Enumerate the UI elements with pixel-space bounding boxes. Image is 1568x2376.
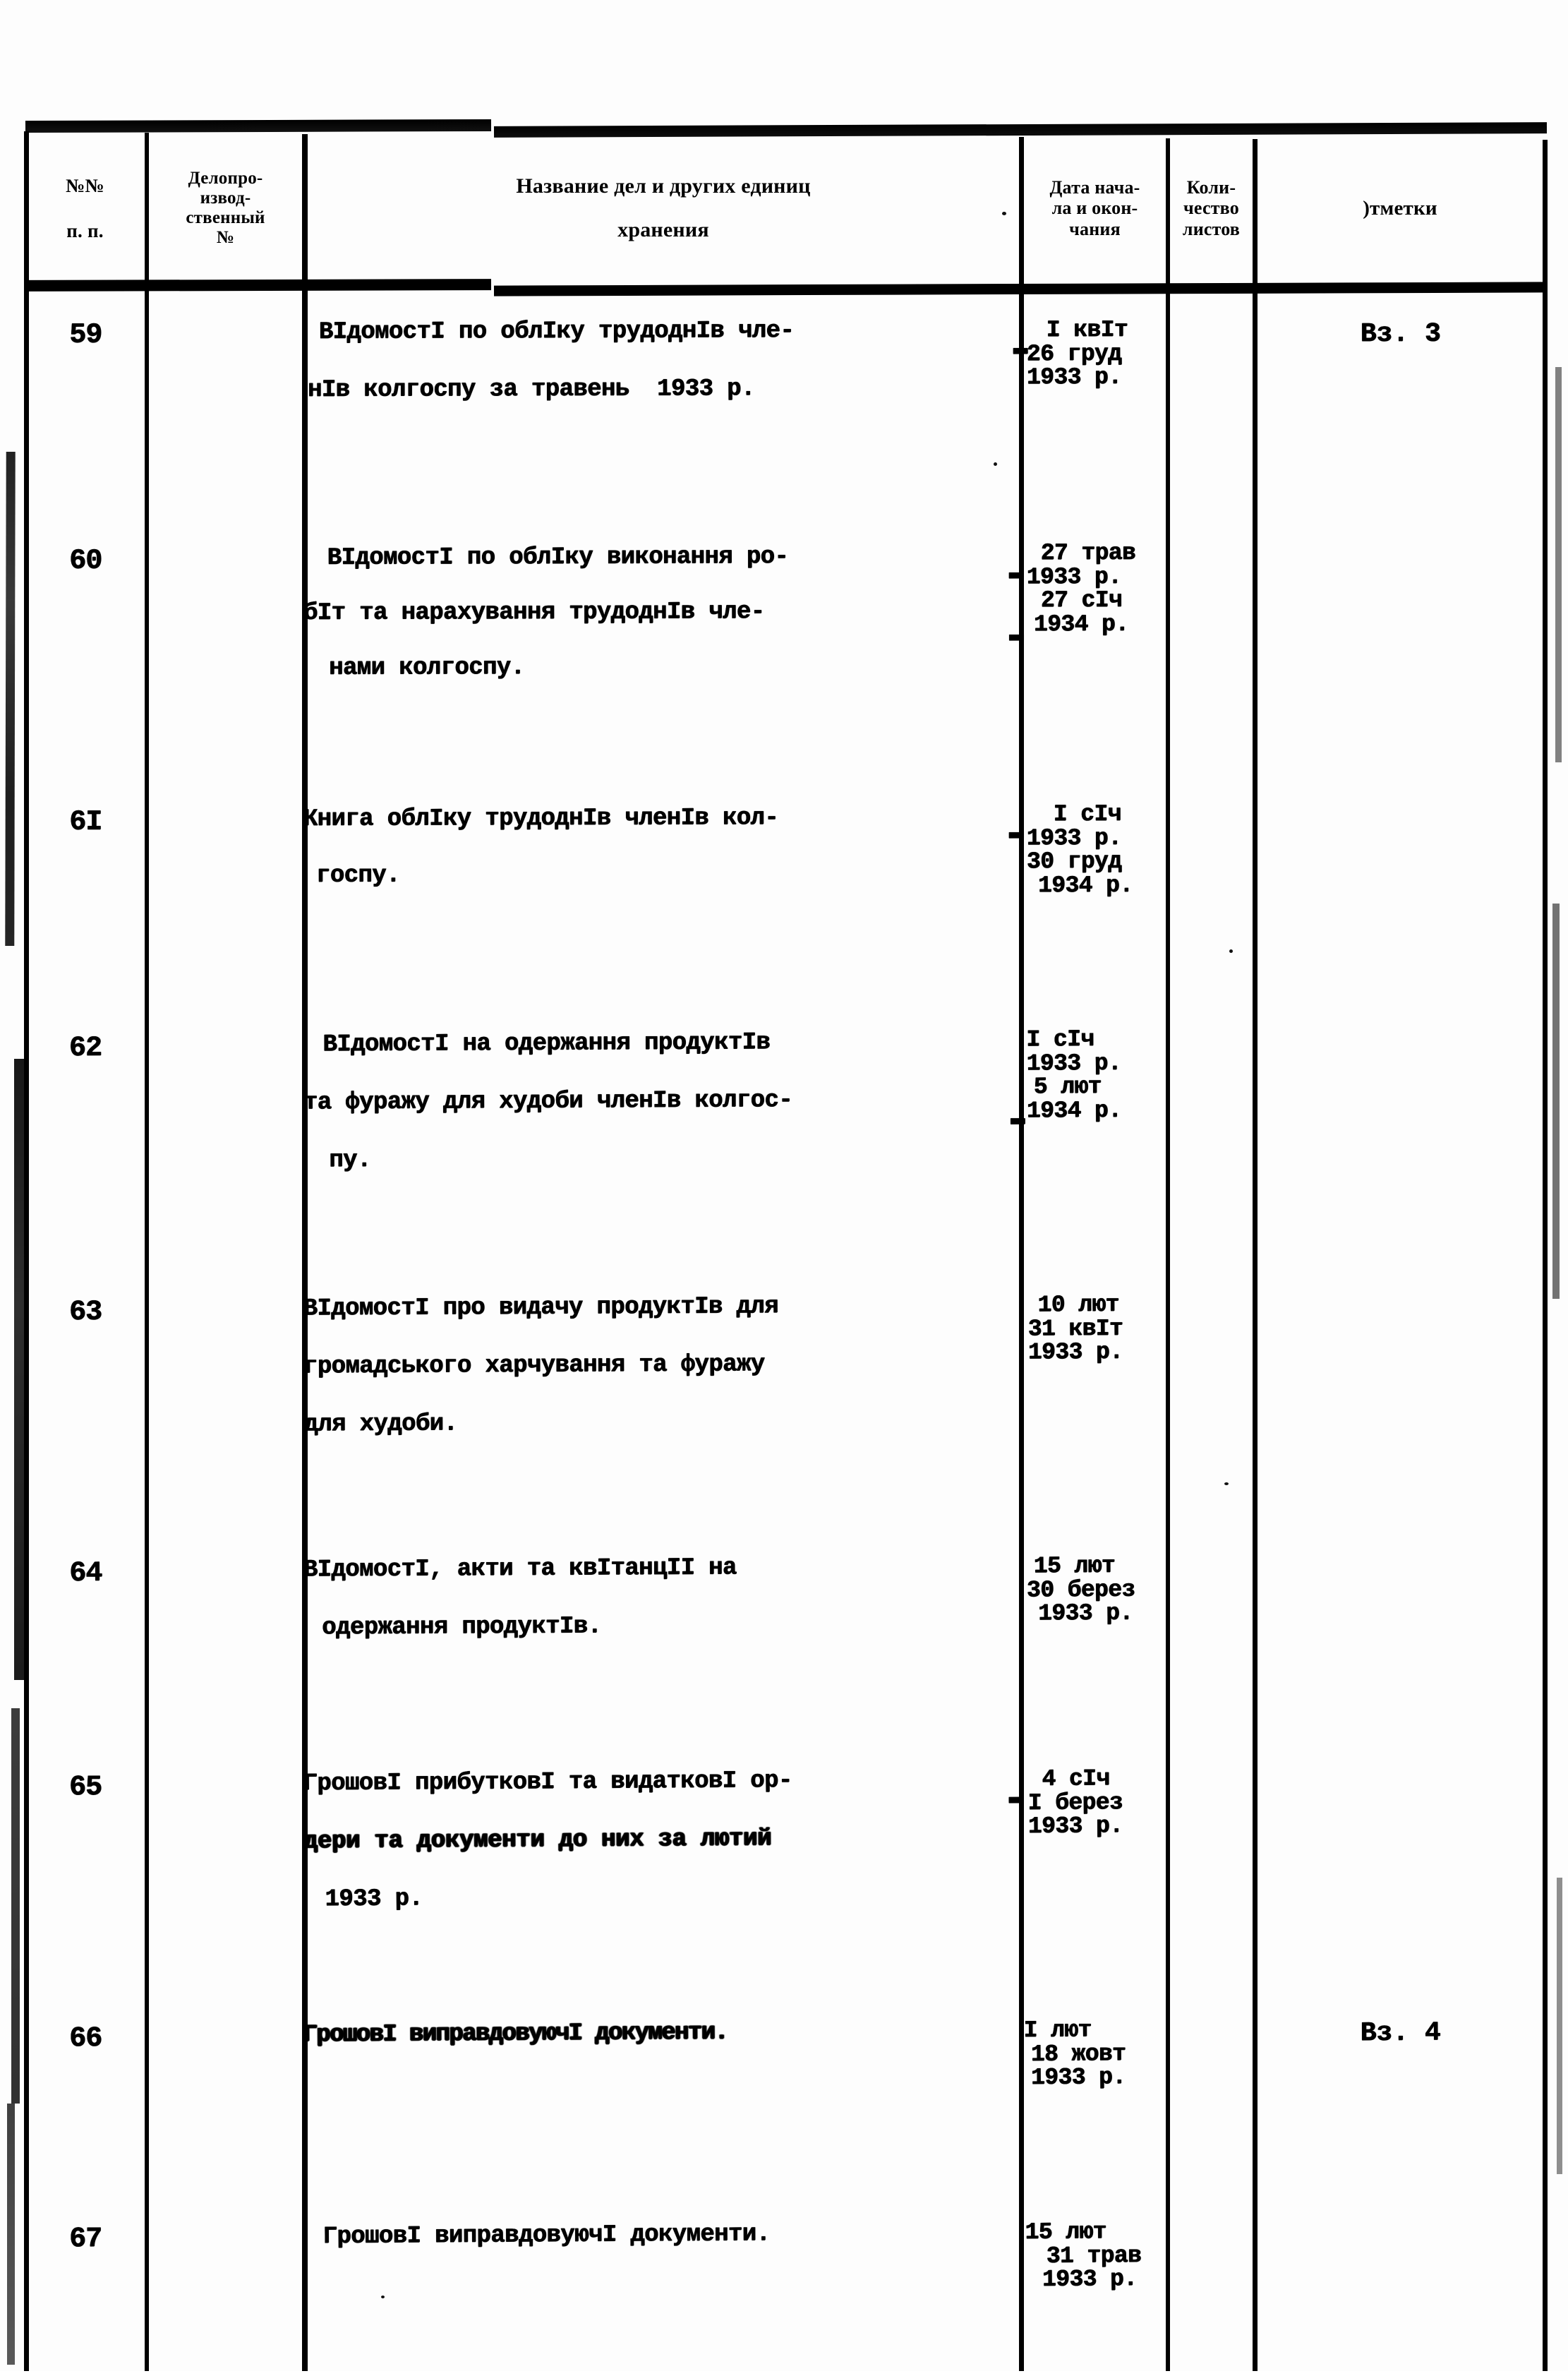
row-title (303, 1029, 1021, 1172)
header-dates-line1: Дата нача- (1049, 177, 1140, 198)
line-continuation-dash: ▬ (1013, 335, 1028, 362)
row-date-line: 27 трав (1021, 541, 1168, 565)
row-title-line: Книга облІку трудоднІв членІв кол- (303, 805, 1021, 832)
table-row (0, 534, 1568, 779)
table-top-border-left (25, 119, 491, 133)
row-title-line: ГрошовІ прибутковІ та видатковІ ор- (303, 1768, 1020, 1796)
row-date-line: 31 трав (1021, 2243, 1168, 2268)
row-sheet-count (1167, 1292, 1254, 1293)
row-title-line: 1933 р. (303, 1883, 1021, 1912)
row-date-line: 27 сІч (1021, 589, 1168, 613)
row-title-line: нІв колгоспу за травень 1933 р. (303, 376, 1021, 402)
row-title (303, 1293, 1021, 1436)
header-cell-dates (1024, 134, 1166, 282)
header-sheets-line1: Коли- (1183, 177, 1240, 198)
row-title-line: ВІдомостІ по облІку виконання ро- (303, 544, 1021, 570)
row-title (303, 2221, 1020, 2249)
header-title-line2: хранения (516, 218, 810, 242)
row-date-line: 1933 р. (1021, 565, 1168, 589)
line-continuation-dash: ▬ (1009, 820, 1024, 846)
header-cell-number (25, 134, 145, 282)
row-office-number (146, 1556, 303, 1557)
header-sheets-line2: чество (1183, 198, 1240, 218)
row-title-line: громадського харчування та фуражу (303, 1351, 1021, 1379)
header-cell-title (308, 134, 1019, 282)
header-number-line2: п. п. (66, 220, 104, 241)
row-dates (1020, 1767, 1168, 1839)
table-row (0, 788, 1568, 1012)
row-dates (1021, 803, 1168, 898)
row-number: 64 (25, 1557, 146, 1590)
row-date-line: 1933 р. (1021, 366, 1168, 390)
row-marks (1254, 2217, 1546, 2219)
row-dates (1021, 318, 1168, 390)
row-title (303, 805, 1021, 888)
row-date-line: 15 лют (1020, 2220, 1167, 2245)
row-title (303, 2019, 1020, 2047)
header-number-line1: №№ (66, 175, 104, 196)
row-marks (1254, 1026, 1546, 1027)
row-title-line: нами колгоспу. (303, 654, 1021, 680)
row-title-line: ВІдомостІ про видачу продуктІв для (303, 1293, 1020, 1321)
row-title-line: пу. (303, 1145, 1021, 1172)
row-date-line: I берез (1021, 1790, 1168, 1815)
row-date-line: 10 лют (1020, 1292, 1167, 1317)
row-number: 59 (25, 319, 146, 351)
row-dates (1020, 1027, 1168, 1123)
row-date-line: 30 берез (1021, 1578, 1168, 1602)
table-row (0, 1732, 1568, 1967)
row-title-line: ГрошовІ виправдовуючІ документи. (303, 2019, 1020, 2047)
row-date-line: I сІч (1020, 1027, 1167, 1052)
row-marks: Вз. 4 (1254, 2017, 1546, 2049)
table-header-row (0, 134, 1568, 282)
header-cell-sheets (1170, 134, 1253, 282)
row-number: 60 (25, 545, 146, 577)
header-office-line1: Делопро- (186, 169, 265, 188)
row-date-line: I квІт (1021, 318, 1168, 342)
row-date-line: I лют (1020, 2018, 1167, 2043)
row-date-line: 4 сІч (1020, 1767, 1167, 1792)
row-title-line: ГрошовІ виправдовуючІ документи. (303, 2221, 1020, 2249)
row-date-line: 26 груд (1021, 342, 1168, 366)
line-continuation-dash: ▬ (1009, 622, 1024, 649)
row-date-line: 1933 р. (1021, 1340, 1168, 1365)
row-marks (1255, 541, 1547, 542)
row-title-line: для худоби. (303, 1409, 1021, 1436)
row-date-line: 1934 р. (1021, 613, 1168, 637)
row-dates (1020, 2220, 1168, 2292)
row-office-number (145, 1031, 303, 1032)
row-dates (1021, 541, 1168, 637)
table-row (0, 1260, 1568, 1501)
row-number: 6I (25, 806, 146, 838)
row-office-number (145, 1295, 303, 1296)
row-title-line: ВІдомостІ на одержання продуктІв (303, 1029, 1020, 1057)
row-title-line: ВІдомостІ по облІку трудоднІв чле- (303, 318, 1021, 344)
header-cell-marks (1258, 134, 1543, 282)
row-date-line: 1933 р. (1021, 2267, 1168, 2292)
row-marks (1254, 1764, 1546, 1766)
table-row (0, 1013, 1568, 1254)
row-dates (1020, 1292, 1167, 1364)
row-title-line: дери та документи до них за лютий (303, 1825, 1021, 1854)
header-title-line1: Название дел и других единиц (516, 174, 810, 198)
row-office-number (145, 1770, 303, 1771)
line-continuation-dash: ▬ (1009, 560, 1024, 587)
row-number: 63 (25, 1296, 145, 1328)
row-title-line: одержання продуктІв. (303, 1612, 1021, 1640)
row-number: 66 (25, 2023, 145, 2056)
table-row (0, 301, 1568, 517)
row-title (303, 1554, 1022, 1640)
header-sheets-line3: листов (1183, 219, 1240, 239)
line-continuation-dash: ▬ (1011, 1105, 1025, 1132)
row-date-line: 30 груд (1021, 850, 1168, 874)
row-dates (1020, 2018, 1168, 2090)
row-title-line: та фуражу для худоби членІв колгос- (303, 1087, 1021, 1115)
row-marks: Вз. 3 (1255, 318, 1547, 349)
row-date-line: I сІч (1021, 803, 1168, 827)
row-number: 62 (25, 1032, 145, 1064)
row-sheet-count (1167, 1766, 1254, 1767)
header-office-line4: № (186, 228, 265, 248)
header-office-line3: ственный (186, 208, 265, 228)
header-office-line2: извод- (186, 188, 265, 208)
table-row (0, 2204, 1568, 2376)
row-sheet-count (1167, 2017, 1254, 2018)
header-dates-line3: чания (1049, 219, 1140, 239)
row-marks (1254, 1291, 1546, 1292)
header-dates-line2: ла и окон- (1049, 198, 1140, 218)
row-date-line: 1933 р. (1021, 2065, 1168, 2090)
row-date-line: 1933 р. (1020, 1051, 1167, 1076)
row-date-line: 31 квІт (1021, 1316, 1168, 1341)
row-date-line: 18 жовт (1021, 2041, 1168, 2066)
row-office-number (146, 319, 303, 320)
row-date-line: 1933 р. (1021, 1814, 1168, 1839)
row-title-line: ВІдомостІ, акти та квІтанцІІ на (303, 1554, 1021, 1582)
header-marks-label: )тметки (1363, 197, 1437, 220)
row-title-line: бІт та нарахування трудоднІв чле- (303, 599, 1021, 625)
row-title-line: госпу. (303, 862, 1021, 888)
row-title (303, 1768, 1021, 1912)
header-cell-office-number (149, 134, 302, 282)
row-marks (1255, 1552, 1547, 1554)
row-number: 65 (25, 1772, 145, 1804)
row-office-number (145, 2222, 303, 2223)
table-row (0, 1507, 1568, 1712)
row-office-number (146, 545, 303, 546)
row-date-line: 1933 р. (1021, 1602, 1168, 1626)
row-date-line: 1934 р. (1021, 874, 1168, 898)
row-title (303, 318, 1021, 402)
line-continuation-dash: ▬ (1008, 1784, 1023, 1811)
row-title (303, 544, 1021, 680)
row-dates (1021, 1554, 1168, 1626)
row-date-line: 1933 р. (1021, 826, 1168, 850)
row-date-line: 5 лют (1021, 1075, 1168, 1100)
table-row (0, 1972, 1568, 2193)
row-number: 67 (25, 2224, 145, 2256)
row-date-line: 15 лют (1021, 1554, 1168, 1578)
row-date-line: 1934 р. (1021, 1098, 1168, 1123)
row-office-number (146, 806, 303, 807)
row-sheet-count (1167, 1027, 1254, 1028)
row-sheet-count (1167, 2219, 1254, 2220)
